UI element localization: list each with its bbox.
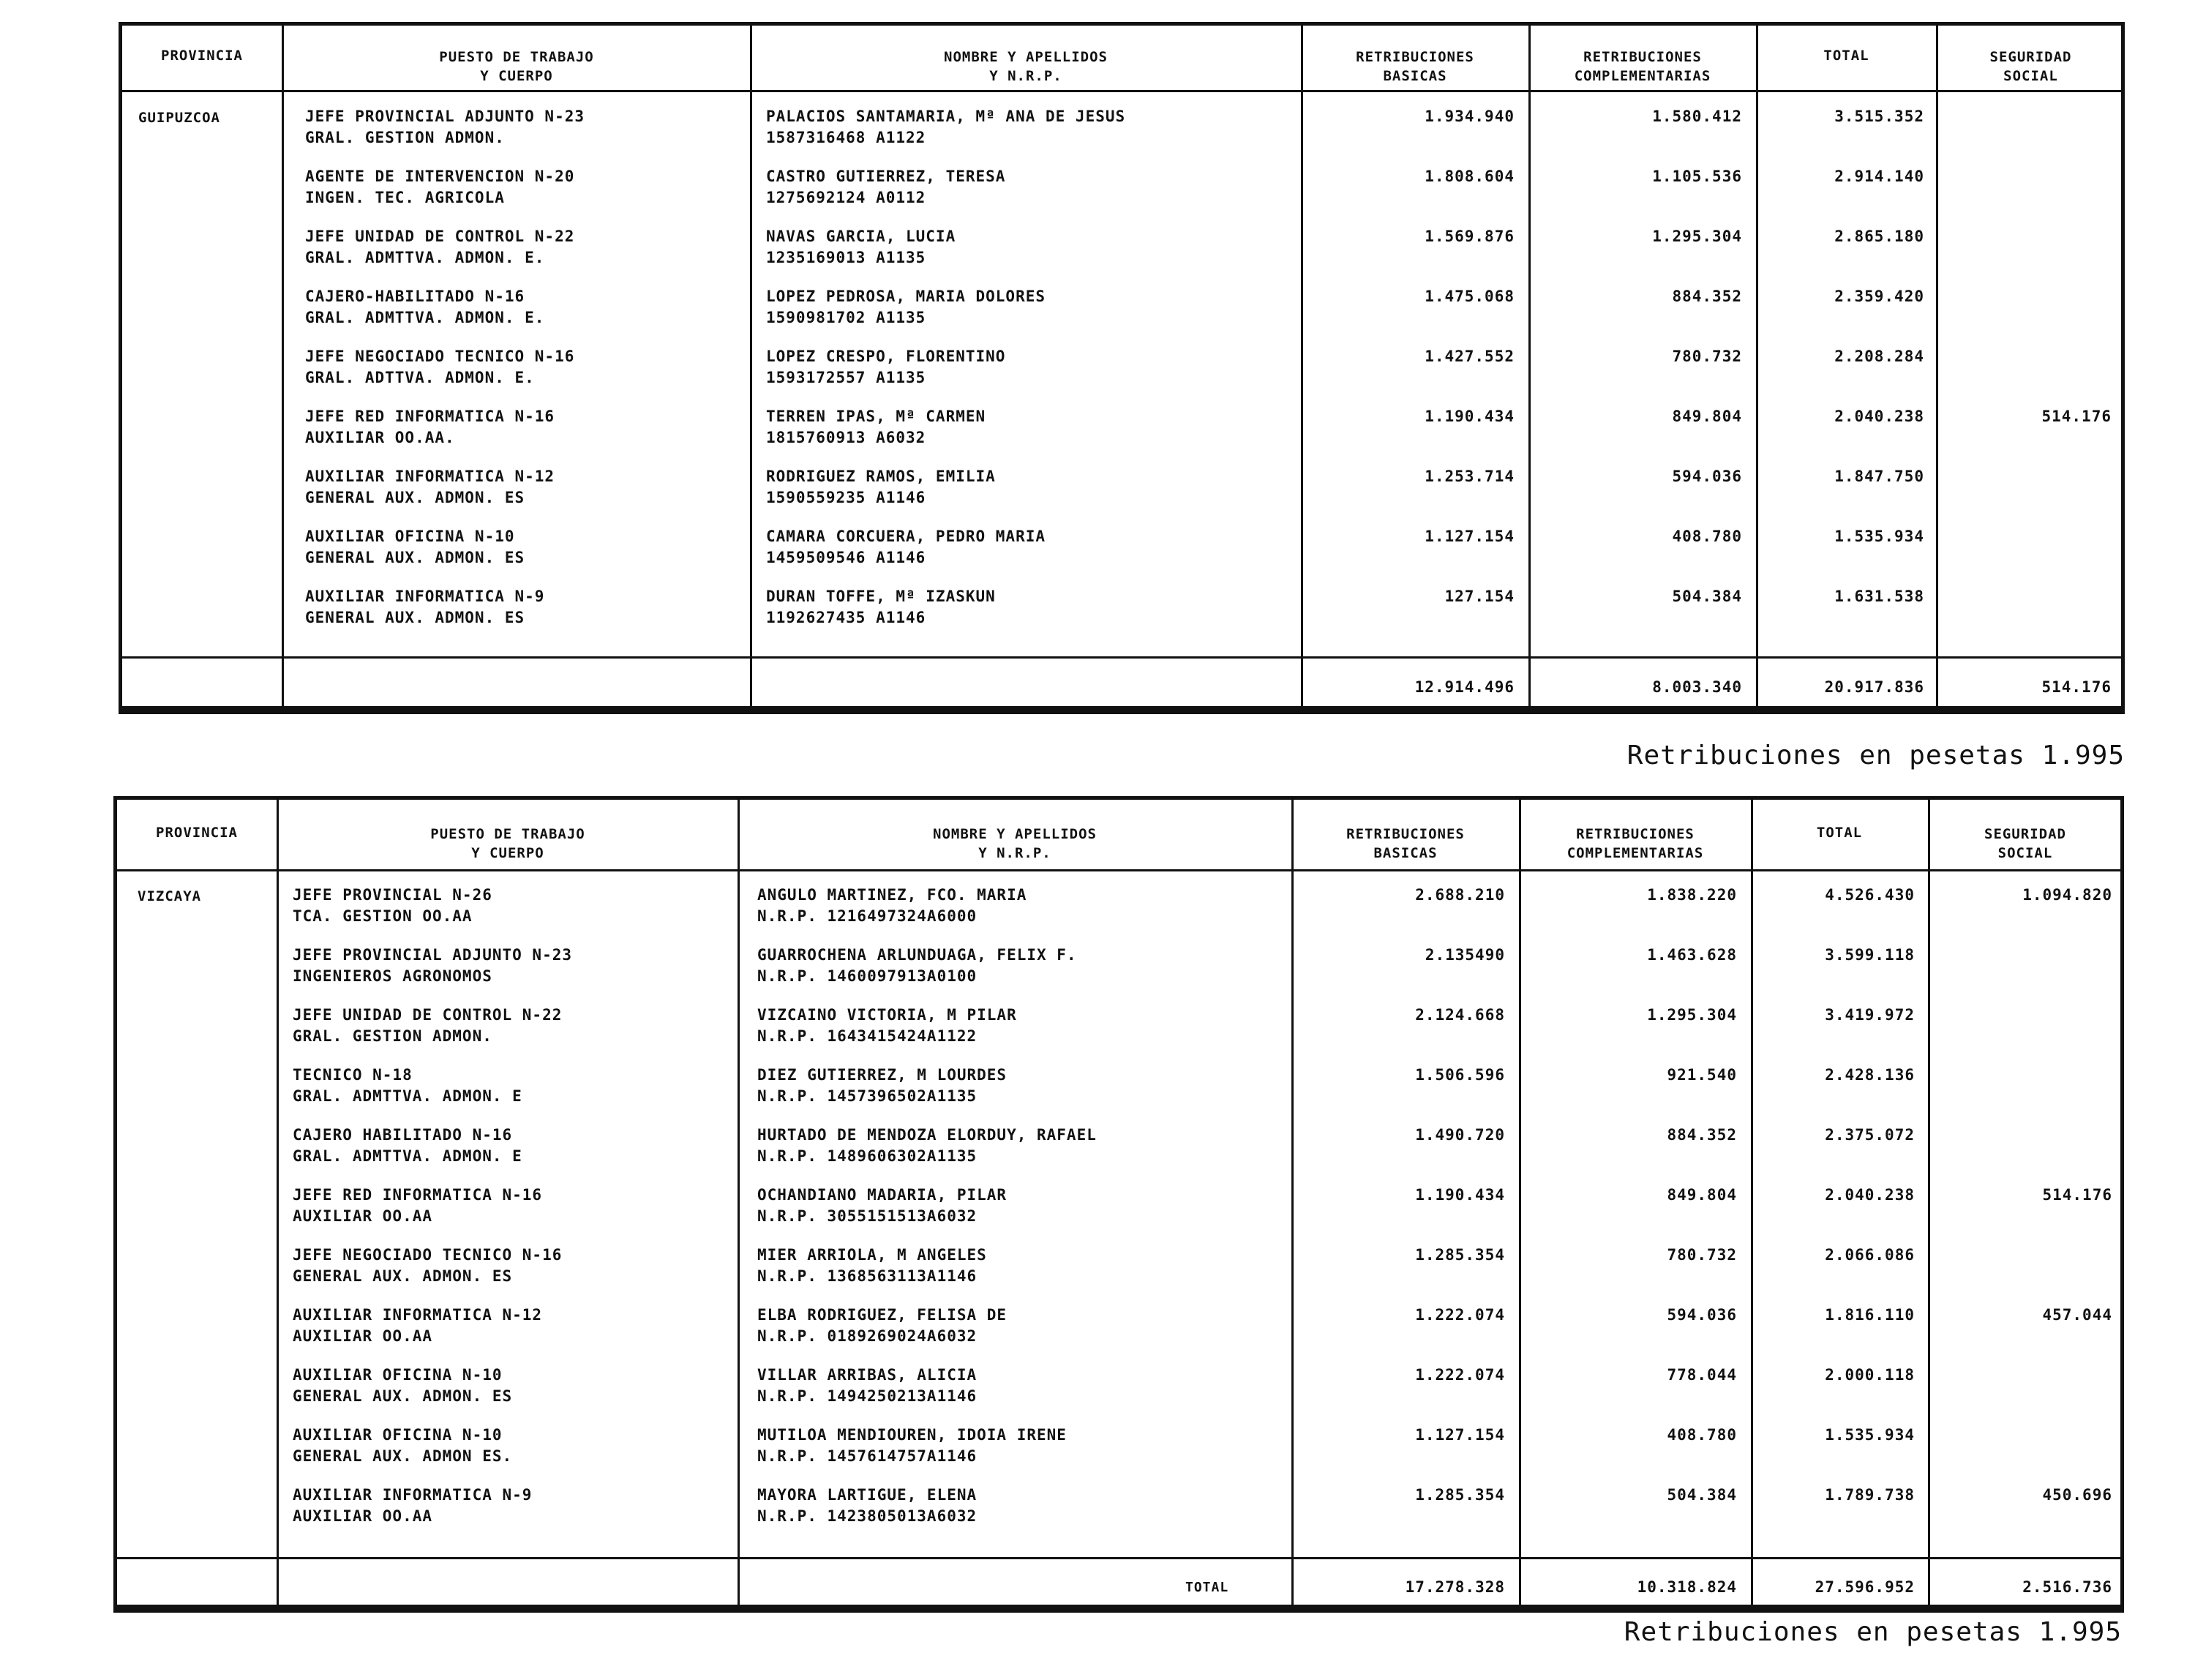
cell-complementarias: 594.036 bbox=[1672, 468, 1742, 485]
cell-nombre: OCHANDIANO MADARIA, PILAR N.R.P. 3055151513A6032 bbox=[757, 1186, 1008, 1225]
cell-nombre: LOPEZ PEDROSA, MARIA DOLORES 1590981702 A1135 bbox=[766, 288, 1046, 326]
header-total: TOTAL bbox=[1823, 48, 1869, 64]
cell-nombre: ELBA RODRIGUEZ, FELISA DE N.R.P. 0189269024A6032 bbox=[757, 1306, 1008, 1345]
cell-total: 2.428.136 bbox=[1825, 1066, 1915, 1084]
cell-nombre: PALACIOS SANTAMARIA, Mª ANA DE JESUS 1587316468 A1122 bbox=[766, 108, 1126, 146]
cell-puesto: JEFE PROVINCIAL N-26 TCA. GESTION OO.AA bbox=[293, 886, 492, 925]
cell-nombre: MIER ARRIOLA, M ANGELES N.R.P. 1368563113A1146 bbox=[757, 1246, 987, 1285]
cell-complementarias: 408.780 bbox=[1667, 1426, 1737, 1444]
cell-basicas: 1.127.154 bbox=[1425, 528, 1515, 545]
cell-complementarias: 594.036 bbox=[1667, 1306, 1737, 1324]
provincia-label: VIZCAYA bbox=[138, 888, 202, 904]
cell-basicas: 2.135490 bbox=[1425, 946, 1505, 964]
cell-total: 2.066.086 bbox=[1825, 1246, 1915, 1264]
cell-puesto: JEFE NEGOCIADO TECNICO N-16 GRAL. ADTTVA. ADMON. E. bbox=[305, 348, 575, 386]
cell-nombre: HURTADO DE MENDOZA ELORDUY, RAFAEL N.R.P. 1489606302A1135 bbox=[757, 1126, 1097, 1165]
caption-1: Retribuciones en pesetas 1.995 bbox=[1626, 740, 2125, 770]
cell-puesto: JEFE UNIDAD DE CONTROL N-22 GRAL. ADMTTVA. ADMON. E. bbox=[305, 228, 575, 266]
cell-total: 1.789.738 bbox=[1825, 1486, 1915, 1504]
cell-complementarias: 1.838.220 bbox=[1647, 886, 1737, 904]
cell-total: 2.040.238 bbox=[1834, 408, 1924, 425]
header-seguridad: SEGURIDAD SOCIAL bbox=[1989, 49, 2072, 84]
cell-nombre: VILLAR ARRIBAS, ALICIA N.R.P. 1494250213A1146 bbox=[757, 1366, 978, 1405]
cell-nombre: GUARROCHENA ARLUNDUAGA, FELIX F. N.R.P. 1460097913A0100 bbox=[757, 946, 1077, 985]
header-nombre: NOMBRE Y APELLIDOS Y N.R.P. bbox=[933, 826, 1097, 861]
cell-complementarias: 1.295.304 bbox=[1647, 1006, 1737, 1024]
cell-puesto: AUXILIAR INFORMATICA N-9 AUXILIAR OO.AA bbox=[293, 1486, 533, 1525]
total-basicas: 12.914.496 bbox=[1414, 678, 1515, 696]
cell-puesto: AUXILIAR OFICINA N-10 GENERAL AUX. ADMON. ES bbox=[305, 528, 525, 566]
total-label: TOTAL bbox=[1185, 1580, 1229, 1595]
cell-total: 2.914.140 bbox=[1834, 168, 1924, 185]
total-seguridad: 2.516.736 bbox=[2022, 1578, 2112, 1596]
cell-nombre: NAVAS GARCIA, LUCIA 1235169013 A1135 bbox=[766, 228, 956, 266]
cell-nombre: CAMARA CORCUERA, PEDRO MARIA 1459509546 A1146 bbox=[766, 528, 1046, 566]
cell-basicas: 1.285.354 bbox=[1415, 1486, 1505, 1504]
cell-total: 2.000.118 bbox=[1825, 1366, 1915, 1384]
cell-total: 2.375.072 bbox=[1825, 1126, 1915, 1144]
header-nombre: NOMBRE Y APELLIDOS Y N.R.P. bbox=[944, 49, 1108, 84]
cell-complementarias: 780.732 bbox=[1667, 1246, 1737, 1264]
cell-complementarias: 921.540 bbox=[1667, 1066, 1737, 1084]
cell-total: 1.847.750 bbox=[1834, 468, 1924, 485]
cell-seguridad: 514.176 bbox=[2041, 408, 2112, 425]
total-total: 20.917.836 bbox=[1824, 678, 1924, 696]
salary-table-vizcaya bbox=[113, 796, 2124, 1608]
cell-total: 4.526.430 bbox=[1825, 886, 1915, 904]
cell-complementarias: 884.352 bbox=[1672, 288, 1742, 305]
cell-total: 2.040.238 bbox=[1825, 1186, 1915, 1204]
cell-puesto: AUXILIAR INFORMATICA N-12 AUXILIAR OO.AA bbox=[293, 1306, 543, 1345]
cell-seguridad: 1.094.820 bbox=[2022, 886, 2112, 904]
cell-nombre: CASTRO GUTIERREZ, TERESA 1275692124 A0112 bbox=[766, 168, 1006, 206]
cell-puesto: JEFE NEGOCIADO TECNICO N-16 GENERAL AUX. ADMON. ES bbox=[293, 1246, 563, 1285]
cell-complementarias: 1.463.628 bbox=[1647, 946, 1737, 964]
cell-puesto: TECNICO N-18 GRAL. ADMTTVA. ADMON. E bbox=[293, 1066, 522, 1105]
cell-puesto: AGENTE DE INTERVENCION N-20 INGEN. TEC. AGRICOLA bbox=[305, 168, 575, 206]
cell-total: 2.208.284 bbox=[1834, 348, 1924, 365]
cell-basicas: 1.222.074 bbox=[1415, 1366, 1505, 1384]
cell-seguridad: 457.044 bbox=[2042, 1306, 2112, 1324]
cell-nombre: LOPEZ CRESPO, FLORENTINO 1593172557 A1135 bbox=[766, 348, 1006, 386]
cell-complementarias: 849.804 bbox=[1672, 408, 1742, 425]
cell-complementarias: 504.384 bbox=[1667, 1486, 1737, 1504]
cell-nombre: TERREN IPAS, Mª CARMEN 1815760913 A6032 bbox=[766, 408, 986, 446]
cell-nombre: MAYORA LARTIGUE, ELENA N.R.P. 1423805013A6032 bbox=[757, 1486, 978, 1525]
header-provincia: PROVINCIA bbox=[156, 825, 238, 841]
header-provincia: PROVINCIA bbox=[161, 48, 243, 64]
cell-basicas: 2.124.668 bbox=[1415, 1006, 1505, 1024]
cell-nombre: ANGULO MARTINEZ, FCO. MARIA N.R.P. 1216497324A6000 bbox=[757, 886, 1027, 925]
cell-complementarias: 408.780 bbox=[1672, 528, 1742, 545]
cell-complementarias: 504.384 bbox=[1672, 588, 1742, 605]
cell-puesto: AUXILIAR INFORMATICA N-9 GENERAL AUX. ADMON. ES bbox=[305, 588, 545, 626]
cell-total: 2.865.180 bbox=[1834, 228, 1924, 245]
cell-basicas: 1.934.940 bbox=[1425, 108, 1515, 125]
cell-puesto: CAJERO HABILITADO N-16 GRAL. ADMTTVA. ADMON. E bbox=[293, 1126, 522, 1165]
cell-basicas: 127.154 bbox=[1444, 588, 1515, 605]
cell-basicas: 1.222.074 bbox=[1415, 1306, 1505, 1324]
cell-nombre: DIEZ GUTIERREZ, M LOURDES N.R.P. 1457396502A1135 bbox=[757, 1066, 1008, 1105]
cell-total: 1.535.934 bbox=[1825, 1426, 1915, 1444]
cell-basicas: 1.808.604 bbox=[1425, 168, 1515, 185]
cell-puesto: AUXILIAR OFICINA N-10 GENERAL AUX. ADMON ES. bbox=[293, 1426, 513, 1465]
cell-puesto: JEFE RED INFORMATICA N-16 AUXILIAR OO.AA bbox=[293, 1186, 543, 1225]
total-complementarias: 8.003.340 bbox=[1652, 678, 1742, 696]
cell-puesto: AUXILIAR OFICINA N-10 GENERAL AUX. ADMON. ES bbox=[293, 1366, 513, 1405]
cell-complementarias: 849.804 bbox=[1667, 1186, 1737, 1204]
cell-basicas: 1.475.068 bbox=[1425, 288, 1515, 305]
provincia-label: GUIPUZCOA bbox=[138, 110, 220, 126]
cell-basicas: 1.190.434 bbox=[1415, 1186, 1505, 1204]
cell-puesto: JEFE PROVINCIAL ADJUNTO N-23 INGENIEROS AGRONOMOS bbox=[293, 946, 573, 985]
header-seguridad: SEGURIDAD SOCIAL bbox=[1984, 826, 2066, 861]
cell-puesto: JEFE UNIDAD DE CONTROL N-22 GRAL. GESTION ADMON. bbox=[293, 1006, 563, 1045]
cell-basicas: 1.253.714 bbox=[1425, 468, 1515, 485]
cell-basicas: 1.490.720 bbox=[1415, 1126, 1505, 1144]
cell-total: 1.816.110 bbox=[1825, 1306, 1915, 1324]
header-complementarias: RETRIBUCIONES COMPLEMENTARIAS bbox=[1574, 49, 1711, 84]
cell-total: 1.631.538 bbox=[1834, 588, 1924, 605]
cell-complementarias: 1.105.536 bbox=[1652, 168, 1742, 185]
cell-seguridad: 450.696 bbox=[2042, 1486, 2112, 1504]
cell-nombre: DURAN TOFFE, Mª IZASKUN 1192627435 A1146 bbox=[766, 588, 996, 626]
cell-nombre: VIZCAINO VICTORIA, M PILAR N.R.P. 1643415424A1122 bbox=[757, 1006, 1017, 1045]
header-total: TOTAL bbox=[1816, 825, 1863, 841]
cell-basicas: 1.127.154 bbox=[1415, 1426, 1505, 1444]
cell-complementarias: 884.352 bbox=[1667, 1126, 1737, 1144]
header-complementarias: RETRIBUCIONES COMPLEMENTARIAS bbox=[1566, 826, 1704, 861]
header-puesto: PUESTO DE TRABAJO Y CUERPO bbox=[439, 49, 594, 84]
cell-total: 3.599.118 bbox=[1825, 946, 1915, 964]
cell-basicas: 1.285.354 bbox=[1415, 1246, 1505, 1264]
cell-complementarias: 1.295.304 bbox=[1652, 228, 1742, 245]
cell-total: 1.535.934 bbox=[1834, 528, 1924, 545]
cell-puesto: JEFE PROVINCIAL ADJUNTO N-23 GRAL. GESTION ADMON. bbox=[305, 108, 585, 146]
cell-basicas: 2.688.210 bbox=[1415, 886, 1505, 904]
cell-basicas: 1.190.434 bbox=[1425, 408, 1515, 425]
salary-table-guipuzcoa bbox=[119, 22, 2125, 710]
cell-puesto: CAJERO-HABILITADO N-16 GRAL. ADMTTVA. ADMON. E. bbox=[305, 288, 545, 326]
total-total: 27.596.952 bbox=[1815, 1578, 1915, 1596]
cell-basicas: 1.506.596 bbox=[1415, 1066, 1505, 1084]
cell-total: 2.359.420 bbox=[1834, 288, 1924, 305]
header-basicas: RETRIBUCIONES BASICAS bbox=[1346, 826, 1465, 861]
cell-total: 3.515.352 bbox=[1834, 108, 1924, 125]
header-puesto: PUESTO DE TRABAJO Y CUERPO bbox=[430, 826, 585, 861]
cell-nombre: RODRIGUEZ RAMOS, EMILIA 1590559235 A1146 bbox=[766, 468, 996, 506]
cell-complementarias: 778.044 bbox=[1667, 1366, 1737, 1384]
cell-complementarias: 1.580.412 bbox=[1652, 108, 1742, 125]
cell-puesto: JEFE RED INFORMATICA N-16 AUXILIAR OO.AA. bbox=[305, 408, 555, 446]
cell-seguridad: 514.176 bbox=[2042, 1186, 2112, 1204]
total-seguridad: 514.176 bbox=[2041, 678, 2112, 696]
cell-complementarias: 780.732 bbox=[1672, 348, 1742, 365]
caption-2: Retribuciones en pesetas 1.995 bbox=[1624, 1617, 2122, 1647]
cell-puesto: AUXILIAR INFORMATICA N-12 GENERAL AUX. ADMON. ES bbox=[305, 468, 555, 506]
total-basicas: 17.278.328 bbox=[1405, 1578, 1505, 1596]
cell-total: 3.419.972 bbox=[1825, 1006, 1915, 1024]
header-basicas: RETRIBUCIONES BASICAS bbox=[1356, 49, 1474, 84]
total-complementarias: 10.318.824 bbox=[1637, 1578, 1737, 1596]
cell-basicas: 1.427.552 bbox=[1425, 348, 1515, 365]
cell-basicas: 1.569.876 bbox=[1425, 228, 1515, 245]
cell-nombre: MUTILOA MENDIOUREN, IDOIA IRENE N.R.P. 1457614757A1146 bbox=[757, 1426, 1067, 1465]
